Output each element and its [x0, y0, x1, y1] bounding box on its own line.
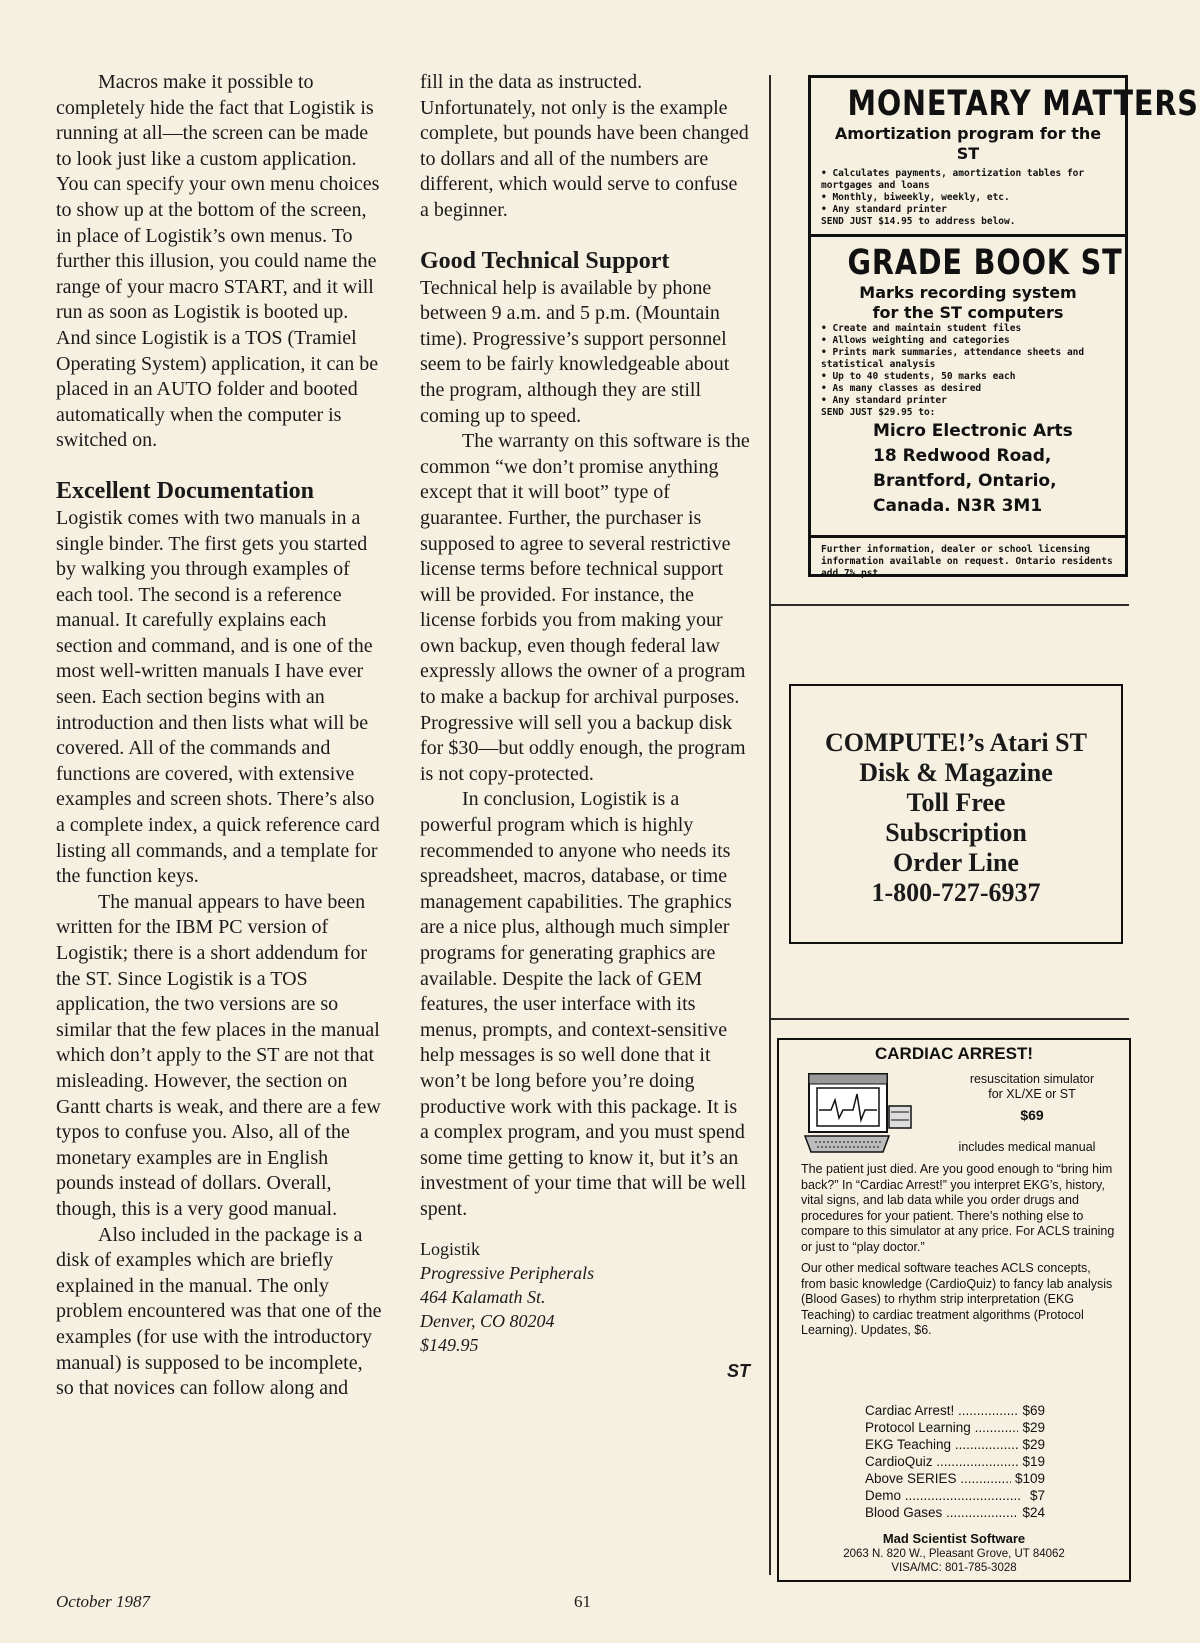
price-line: SEND JUST $29.95 to:: [821, 407, 936, 418]
feature-item: • Up to 40 students, 50 marks each: [821, 371, 1016, 382]
ad-line: Toll Free: [906, 788, 1006, 817]
cardiac-arrest-ad: [777, 1038, 1131, 1582]
paragraph: In conclusion, Logistik is a powerful program which is highly recommended to anyone who needs its spreadsheet, macros, database, or time management capabilities. The graphics are a nice plus, although much simpler programs for generating graphics are available. Despite the lack of GEM features, the user interface with its menus, prompts, and context-sensitive help messages is so well done that it won’t be long before you’re doing productive work with this package. It is a complex program, and you must spend some time getting to know it, but it’s an investment of your time that will be well spent.: [420, 788, 747, 1220]
product-price: $109: [1014, 1471, 1045, 1486]
product-price: $19: [1022, 1454, 1045, 1469]
product-name: Protocol Learning .....: [865, 1419, 1018, 1436]
address-line: Canada. N3R 3M1: [873, 496, 1043, 516]
list-item: [865, 1453, 1045, 1470]
includes-note: includes medical manual: [958, 1140, 1096, 1154]
list-item: [865, 1436, 1045, 1453]
product-info: [420, 1237, 750, 1357]
article-column-2: [420, 70, 750, 1384]
paragraph: Logistik comes with two manuals in a single binder. The first gets you started by walking you through examples of each tool. The second is a reference manual. It carefully explains each section and command, and is one of the most well-written manuals I have ever seen. Each section begins with an introduction and then lists what will be covered. All of the commands and functions are covered, with extensive examples and screen shots. There’s also a complete index, a quick reference card listing all commands, and a template for the function keys.: [56, 506, 380, 888]
list-item: [865, 1504, 1045, 1521]
ad-footer: Further information, dealer or school licensing information available on request. Ontario residents add 7% pst.: [821, 544, 1113, 579]
address-line: Micro Electronic Arts: [873, 421, 1073, 441]
paragraph: Our other medical software teaches ACLS concepts, from basic knowledge (CardioQuiz) to fancy lab analysis (Blood Gases) to rhythm strip interpretation (EKG Teaching) to cardiac treatment algorithms (Protocol Learning). Updates, $6.: [801, 1261, 1113, 1337]
paragraph: fill in the data as instructed. Unfortunately, not only is the example complete, but pounds have been changed to dollars and all of the numbers are different, which would serve to confuse a beginner.: [420, 71, 749, 221]
ad-subtitle: for the ST computers: [872, 303, 1064, 322]
publisher-city: Denver, CO 80204: [420, 1310, 555, 1331]
price-line: SEND JUST $14.95 to address below.: [821, 216, 1016, 227]
product-name: Blood Gases .....: [865, 1504, 1018, 1521]
product-name: Above SERIES .....: [865, 1470, 1011, 1487]
feature-item: • Allows weighting and categories: [821, 335, 1010, 346]
feature-item: • Prints mark summaries, attendance sheets and statistical analysis: [821, 347, 1085, 370]
price-list: [865, 1402, 1045, 1521]
feature-item: • Any standard printer: [821, 395, 947, 406]
compute-subscription-ad: [789, 684, 1123, 944]
product-name: CardioQuiz .....: [865, 1453, 1018, 1470]
ad-line: Disk & Magazine: [859, 758, 1053, 787]
section-heading: Good Technical Support: [420, 247, 670, 274]
issue-date: October 1987: [56, 1592, 150, 1611]
product-name: EKG Teaching .....: [865, 1436, 1018, 1453]
ad-title: CARDIAC ARREST!: [874, 1044, 1034, 1063]
paragraph: The manual appears to have been written for the IBM PC version of Logistik; there is a short addendum for the ST. Since Logistik is a TOS application, the two versions are so similar that the few places in the manual which don’t apply to the ST are not that misleading. However, the section on Gantt charts is weak, and there are a few typos to confuse you. Also, all of the monetary examples are in English pounds instead of dollars. Overall, though, this is a very good manual.: [56, 890, 381, 1220]
ad-line: Order Line: [893, 848, 1019, 877]
ad-line: COMPUTE!’s Atari ST: [825, 728, 1087, 757]
company-address: 2063 N. 820 W., Pleasant Grove, UT 84062: [843, 1548, 1065, 1560]
address-line: 18 Redwood Road,: [873, 446, 1052, 466]
feature-item: • As many classes as desired: [821, 383, 982, 394]
company-phone: VISA/MC: 801-785-3028: [891, 1562, 1017, 1574]
paragraph: The warranty on this software is the common “we don’t promise anything except that it will boot” type of guarantee. Further, the purchaser is supposed to agree to several restrictive license terms before technical support will be provided. For instance, the license forbids you from making your own backup, even though federal law expressly allows the owner of a program to make a backup for archival purposes. Progressive will sell you a backup disk for $30—but oddly enough, the program is not copy-protected.: [420, 430, 750, 785]
ad-divider: [769, 1018, 1129, 1020]
product-price: $7: [1029, 1488, 1045, 1503]
product-price: $69: [1022, 1403, 1045, 1418]
ad-body: [801, 1162, 1119, 1345]
feature-item: • Calculates payments, amortization tables for mortgages and loans: [821, 168, 1085, 191]
publisher-street: 464 Kalamath St.: [420, 1286, 546, 1307]
feature-item: • Monthly, biweekly, weekly, etc.: [821, 192, 1010, 203]
feature-item: • Create and maintain student files: [821, 323, 1022, 334]
phone-number: 1-800-727-6937: [871, 878, 1041, 907]
list-item: [865, 1402, 1045, 1419]
paragraph: The patient just died. Are you good enough to “bring him back?” In “Cardiac Arrest!” you interpret EKG’s, history, vital signs, and lab data while you order drugs and procedures for your patient. There’s nothing else to compare to this simulator at any price. For ACLS training or just to “play doctor.”: [801, 1162, 1115, 1254]
article-column-1: [56, 70, 382, 1402]
list-item: [865, 1470, 1045, 1487]
tagline-line: for XL/XE or ST: [988, 1087, 1076, 1101]
ad-subtitle: Amortization program for the ST: [834, 124, 1102, 163]
paragraph: Technical help is available by phone between 9 a.m. and 5 p.m. (Mountain time). Progressive’s support personnel seem to be fairly knowledgeable about the program, although they are still coming up to speed.: [420, 276, 730, 427]
product-price: $29: [1022, 1437, 1045, 1452]
ad-title: MONETARY MATTERS: [847, 84, 1199, 124]
product-name: Demo .....: [865, 1487, 1026, 1504]
column-divider: [769, 75, 771, 1575]
list-item: [865, 1419, 1045, 1436]
product-price: $149.95: [420, 1334, 479, 1355]
product-price: $69: [1020, 1107, 1044, 1123]
computer-icon: [801, 1072, 919, 1159]
ad-line: Subscription: [885, 818, 1027, 847]
product-price: $24: [1022, 1505, 1045, 1520]
paragraph: Also included in the package is a disk of examples which are briefly explained in the manual. The only problem encountered was that one of the examples (for use with the introductory manual) is supposed to be incomplete, so that novices can follow along and: [56, 1223, 382, 1400]
ad-tagline: [944, 1072, 1120, 1123]
ad-title: GRADE BOOK ST: [847, 243, 1123, 283]
end-mark: ST: [726, 1360, 750, 1381]
feature-item: • Any standard printer: [821, 204, 947, 215]
product-name: Cardiac Arrest! .....: [865, 1402, 1018, 1419]
company-info: [779, 1532, 1129, 1575]
product-price: $29: [1022, 1420, 1045, 1435]
address-line: Brantford, Ontario,: [873, 471, 1057, 491]
list-item: [865, 1487, 1045, 1504]
publisher: Progressive Peripherals: [420, 1262, 595, 1283]
company-name: Mad Scientist Software: [882, 1531, 1026, 1546]
section-heading: Excellent Documentation: [56, 477, 314, 504]
paragraph: Macros make it possible to completely hide the fact that Logistik is running at all—the screen can be made to look just like a custom application. You can specify your own menu choices to show up at the bottom of the screen, in place of Logistik’s own menus. To further this illusion, you could name the range of your macro START, and it will run as soon as Logistik is booted up. And since Logistik is a TOS (Tramiel Operating System) application, it can be placed in an AUTO folder and booted automatically when the computer is switched on.: [56, 71, 380, 452]
ad-subtitle: Marks recording system: [859, 283, 1077, 302]
ad-divider: [769, 604, 1129, 606]
tagline-line: resuscitation simulator: [969, 1072, 1095, 1086]
micro-electronic-arts-ad: [808, 75, 1199, 579]
product-name: Logistik: [420, 1238, 481, 1259]
page-number: 61: [574, 1592, 591, 1611]
